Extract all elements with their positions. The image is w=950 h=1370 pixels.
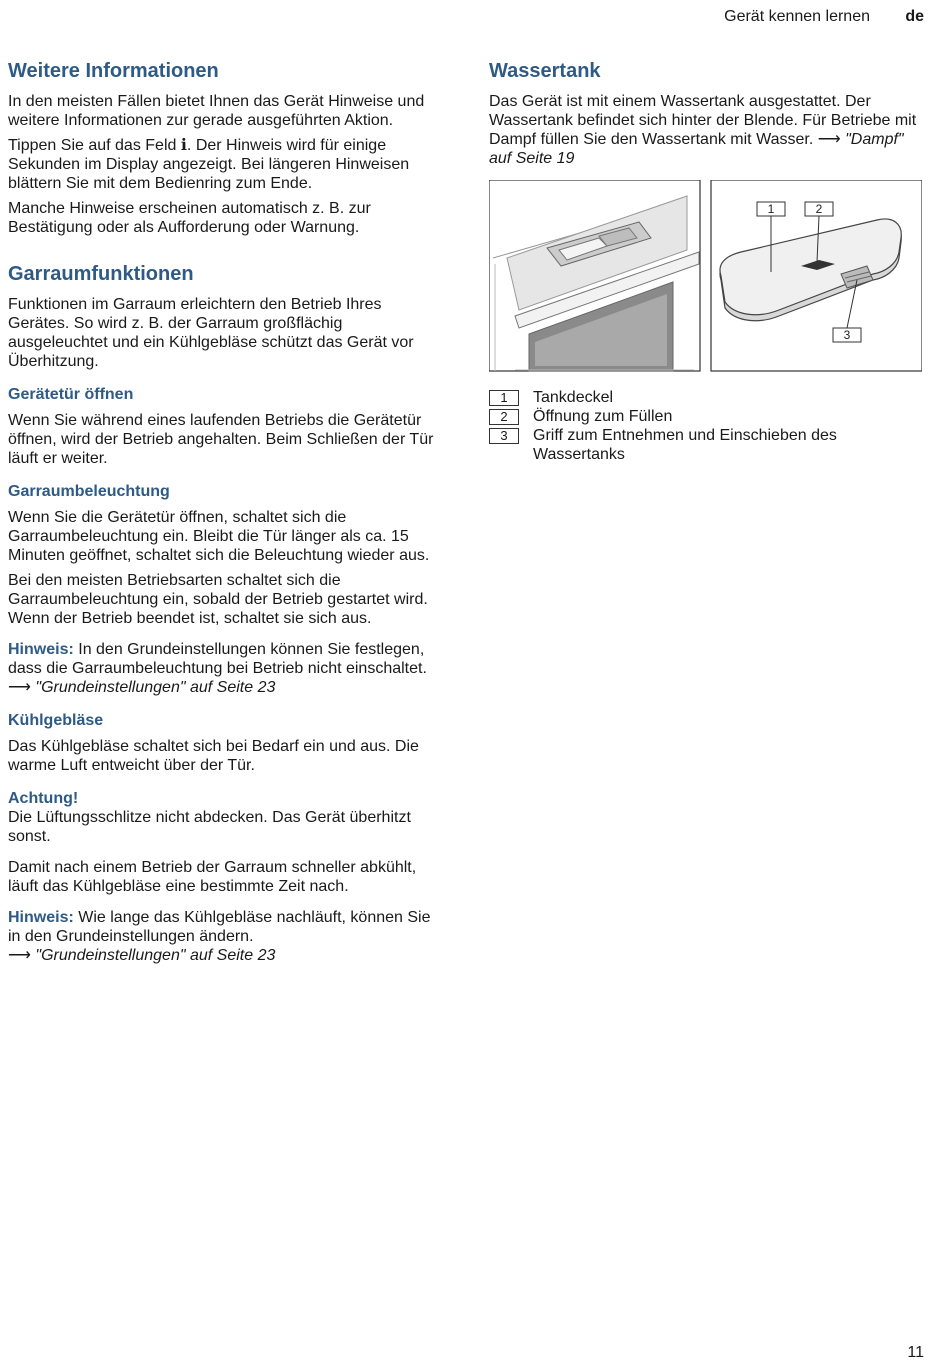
- left-column: [8, 58, 443, 971]
- water-tank-illustration: [489, 180, 922, 372]
- arrow-icon: ⟶: [8, 947, 31, 964]
- cross-reference-link[interactable]: "Grundeinstellungen" auf Seite 23: [35, 947, 276, 964]
- warning-text: Die Lüftungsschlitze nicht abdecken. Das Gerät überhitzt sonst.: [8, 809, 411, 845]
- paragraph: Bei den meisten Betriebsarten schaltet sich die Garraumbeleuchtung ein, sobald der Betrieb gestartet wird. Wenn der Betrieb beendet ist, schaltet sie sich aus.: [8, 572, 428, 627]
- callout-2: 2: [815, 202, 823, 216]
- tank-illustration: [711, 180, 922, 371]
- paragraph: Manche Hinweise erscheinen automatisch z. B. zur Bestätigung oder als Aufforderung oder Warnung.: [8, 200, 371, 236]
- legend-item: [489, 407, 929, 426]
- legend-item: [489, 426, 929, 464]
- legend-text: Öffnung zum Füllen: [533, 408, 673, 425]
- paragraph: Wenn Sie während eines laufenden Betriebs die Gerätetür öffnen, wird der Betrieb angehalten. Beim Schließen der Tür läuft er weiter.: [8, 412, 434, 467]
- legend-text: Tankdeckel: [533, 389, 614, 406]
- note-paragraph: [8, 908, 443, 965]
- callout-1: 1: [767, 202, 775, 216]
- water-tank-figure: [489, 180, 922, 372]
- running-header: Gerät kennen lernen: [724, 8, 870, 25]
- note-label: Hinweis:: [8, 641, 74, 658]
- warning-label: Achtung!: [8, 790, 79, 807]
- note-text: In den Grundeinstellungen können Sie festlegen, dass die Garraumbeleuchtung bei Betrieb nicht einschaltet.: [8, 641, 427, 677]
- page-number: 11: [907, 1344, 924, 1361]
- paragraph: Funktionen im Garraum erleichtern den Betrieb Ihres Gerätes. So wird z. B. der Garraum großflächig ausgeleuchtet und ein Kühlgebläse schützt das Gerät vor Überhitzung.: [8, 296, 414, 370]
- oven-illustration: [489, 180, 700, 371]
- cross-reference-link[interactable]: "Dampf" auf Seite 19: [489, 131, 904, 167]
- callout-3: 3: [843, 328, 851, 342]
- subheading-geraetetuer: Gerätetür öffnen: [8, 386, 134, 403]
- paragraph-text: Das Gerät ist mit einem Wassertank ausgestattet. Der Wassertank befindet sich hinter der Blende. Für Betriebe mit Dampf füllen Sie den Wassertank mit Wasser.: [489, 93, 917, 148]
- cross-reference-link[interactable]: "Grundeinstellungen" auf Seite 23: [35, 679, 276, 696]
- figure-legend: [489, 388, 929, 464]
- legend-item: [489, 388, 929, 407]
- paragraph: Das Kühlgebläse schaltet sich bei Bedarf ein und aus. Die warme Luft entweicht über der Tür.: [8, 738, 419, 774]
- note-paragraph: [8, 640, 443, 697]
- heading-wassertank: Wassertank: [489, 60, 601, 82]
- legend-text: Griff zum Entnehmen und Einschieben des Wassertanks: [533, 427, 837, 463]
- arrow-icon: ⟶: [817, 131, 841, 148]
- legend-number: 2: [489, 409, 519, 425]
- note-label: Hinweis:: [8, 909, 74, 926]
- paragraph: [489, 92, 929, 168]
- paragraph: Tippen Sie auf das Feld ℹ. Der Hinweis wird für einige Sekunden im Display angezeigt. Bei längeren Hinweisen blättern Sie mit dem Bedienring zum Ende.: [8, 137, 410, 192]
- language-code: de: [905, 8, 924, 25]
- subheading-kuehlgeblaese: Kühlgebläse: [8, 712, 104, 729]
- paragraph: Damit nach einem Betrieb der Garraum schneller abkühlt, läuft das Kühlgebläse eine bestimmte Zeit nach.: [8, 859, 417, 895]
- paragraph: In den meisten Fällen bietet Ihnen das Gerät Hinweise und weitere Informationen zur gerade ausgeführten Aktion.: [8, 93, 425, 129]
- warning-paragraph: [8, 789, 443, 846]
- right-column: [489, 58, 929, 464]
- note-text: Wie lange das Kühlgebläse nachläuft, können Sie in den Grundeinstellungen ändern.: [8, 909, 431, 945]
- legend-number: 1: [489, 390, 519, 406]
- heading-garraumfunktionen: Garraumfunktionen: [8, 263, 194, 285]
- legend-number: 3: [489, 428, 519, 444]
- paragraph: Wenn Sie die Gerätetür öffnen, schaltet sich die Garraumbeleuchtung ein. Bleibt die Tür länger als ca. 15 Minuten geöffnet, schaltet sich die Beleuchtung wieder aus.: [8, 509, 430, 564]
- heading-weitere-informationen: Weitere Informationen: [8, 60, 219, 82]
- subheading-garraumbeleuchtung: Garraumbeleuchtung: [8, 483, 170, 500]
- arrow-icon: ⟶: [8, 679, 31, 696]
